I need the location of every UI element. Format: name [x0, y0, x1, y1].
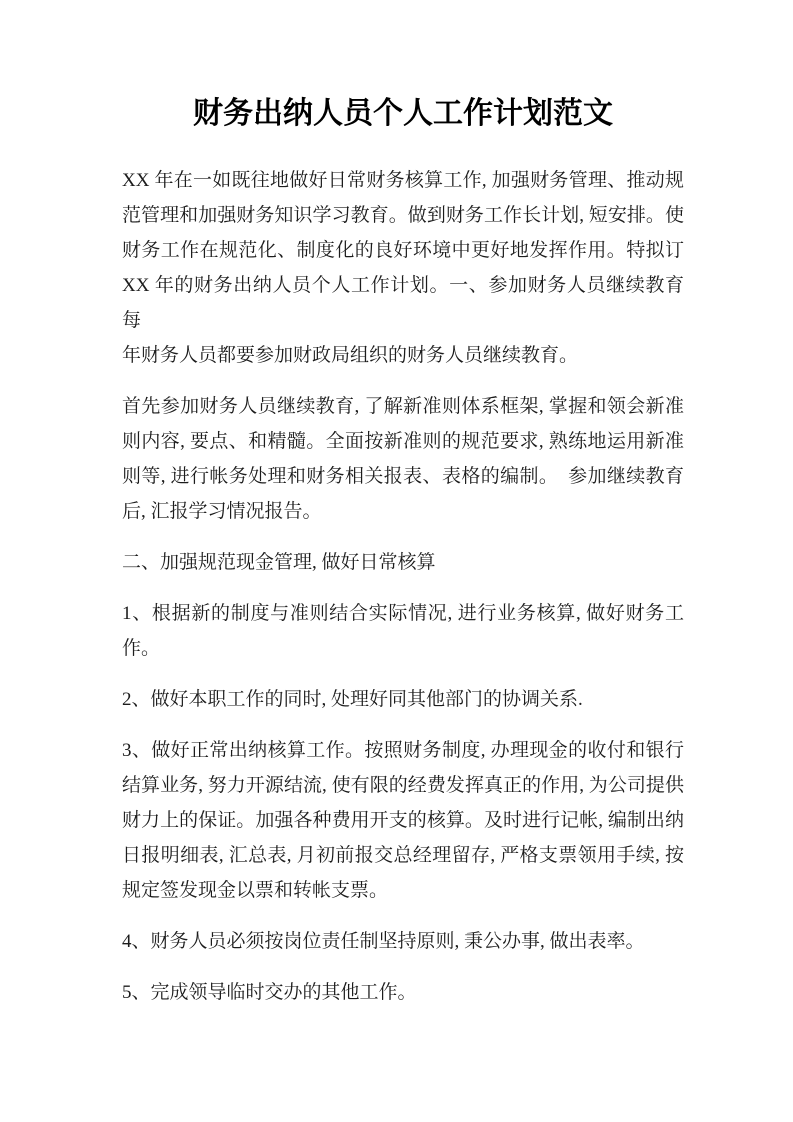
paragraph-line: 范管理和加强财务知识学习教育。做到财务工作长计划, 短安排。使: [122, 205, 684, 226]
paragraph-line: 5、完成领导临时交办的其他工作。: [122, 982, 417, 1003]
paragraph: [122, 733, 684, 908]
paragraph-line: 规定签发现金以票和转帐支票。: [122, 880, 389, 901]
document-body: [122, 163, 684, 1010]
paragraph-line: 日报明细表, 汇总表, 月初前报交总经理留存, 严格支票领用手续, 按: [122, 845, 684, 866]
paragraph: [122, 924, 684, 959]
paragraph-line: 首先参加财务人员继续教育, 了解新准则体系框架, 掌握和领会新准: [122, 396, 684, 417]
paragraph-line: 1、根据新的制度与准则结合实际情况, 进行业务核算, 做好财务工: [122, 603, 684, 624]
paragraph-line: 财力上的保证。加强各种费用开支的核算。及时进行记帐, 编制出纳: [122, 810, 684, 831]
paragraph-line: 结算业务, 努力开源结流, 使有限的经费发挥真正的作用, 为公司提供: [122, 775, 684, 796]
paragraph-line: 则等, 进行帐务处理和财务相关报表、表格的编制。 参加继续教育: [122, 466, 684, 487]
paragraph-line: 后, 汇报学习情况报告。: [122, 501, 322, 522]
paragraph-line: 二、加强规范现金管理, 做好日常核算: [122, 552, 436, 573]
paragraph-line: 则内容, 要点、和精髓。全面按新准则的规范要求, 熟练地运用新准: [122, 431, 684, 452]
paragraph-line: 财务工作在规范化、制度化的良好环境中更好地发挥作用。特拟订: [122, 240, 684, 261]
paragraph-line: 4、财务人员必须按岗位责任制坚持原则, 秉公办事, 做出表率。: [122, 931, 645, 952]
paragraph-line: 2、做好本职工作的同时, 处理好同其他部门的协调关系.: [122, 689, 583, 710]
paragraph: [122, 545, 684, 580]
document-title: 财务出纳人员个人工作计划范文: [193, 97, 613, 130]
paragraph: [122, 682, 684, 717]
paragraph: [122, 163, 684, 373]
paragraph-line: 作。: [122, 638, 161, 659]
paragraph: [122, 389, 684, 529]
paragraph: [122, 975, 684, 1010]
paragraph-line: 3、做好正常出纳核算工作。按照财务制度, 办理现金的收付和银行: [122, 740, 684, 761]
paragraph-line: XX 年的财务出纳人员个人工作计划。一、参加财务人员继续教育每: [122, 275, 684, 331]
paragraph-line: XX 年在一如既往地做好日常财务核算工作, 加强财务管理、推动规: [122, 170, 684, 191]
paragraph: [122, 596, 684, 666]
paragraph-line: 年财务人员都要参加财政局组织的财务人员继续教育。: [122, 345, 579, 366]
